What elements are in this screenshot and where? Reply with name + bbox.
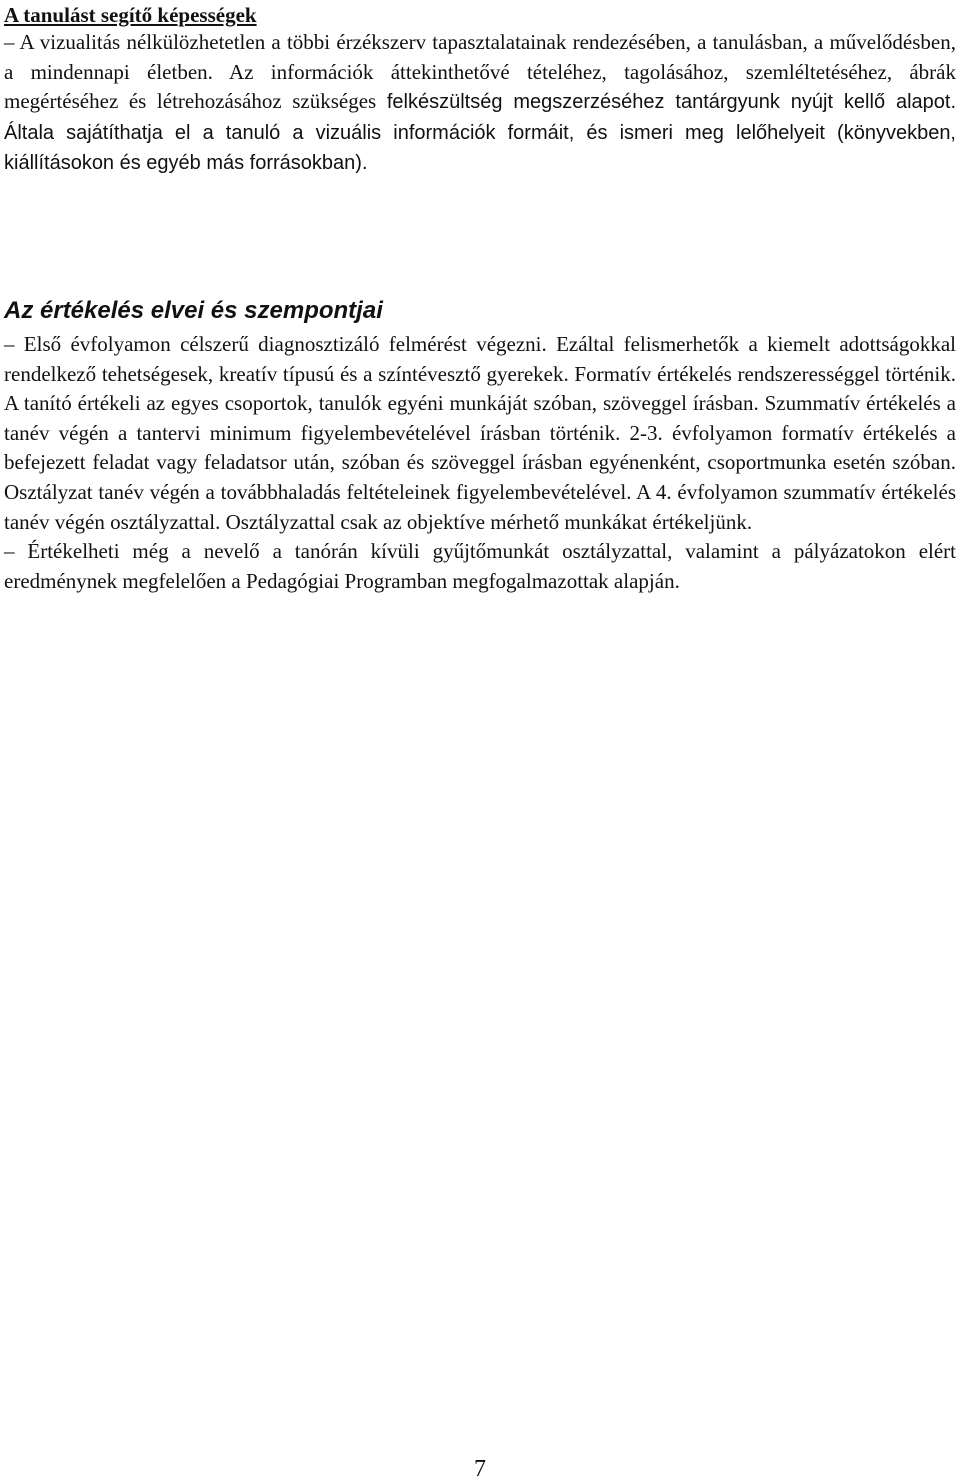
page-number: 7 bbox=[474, 1456, 486, 1482]
section-heading-learning-skills: A tanulást segítő képességek bbox=[4, 3, 257, 27]
paragraph-text-serif: – A vizualitás nélkülözhetetlen a többi érzékszerv tapasztalatainak rendezésében, a tanulásban, a művelődésben, a mindennapi életben. Az információk áttekinthetővé tételéhez, tagolásához, szemléltetéséhez, ábrák megértéséhez és létrehozásához szükséges bbox=[4, 30, 956, 114]
section-paragraph-evaluation: – Első évfolyamon célszerű diagnosztizáló felmérést végezni. Ezáltal felismerhetők a kiemelt adottságokkal rendelkező tehetségesek, kreatív típusú és a színtévesztő gyerekek. Formatív értékelés rendszerességgel történik. A tanító értékeli az egyes csoportok, tanulók egyéni munkáját szóban, szöveggel írásban. Szummatív értékelés a tanév végén a tantervi minimum figyelembevételével írásban történik. 2-3. évfolyamon formatív értékelés a befejezett feladat vagy feladatsor után, szóban és szöveggel írásban egyénenként, csoportmunka esetén szóban. Osztályzat tanév végén a továbbhaladás feltételeinek figyelembevételével. A 4. évfolyamon szummatív értékelés tanév végén osztályzattal. Osztályzattal csak az objektíve mérhető munkákat értékeljünk. bbox=[4, 332, 956, 534]
section-evaluation-principles bbox=[4, 296, 956, 596]
document-page bbox=[4, 0, 956, 1484]
paragraph-text-sans: felkészültség megszerzéséhez tantárgyunk nyújt kellő alapot. Általa sajátíthatja el a tanuló a vizuális információk formáit, és ismeri meg lelőhelyeit (könyvekben, kiállításokon és egyéb más forrásokban). bbox=[4, 91, 956, 175]
section-learning-skills bbox=[4, 0, 956, 179]
section-paragraph-visuality bbox=[4, 28, 956, 179]
section-heading-evaluation-principles: Az értékelés elvei és szempontjai bbox=[4, 297, 383, 324]
section-paragraph-extracurricular: – Értékelheti még a nevelő a tanórán kívüli gyűjtőmunkát osztályzattal, valamint a pályázatokon elért eredménynek megfelelően a Pedagógiai Programban megfogalmazottak alapján. bbox=[4, 539, 956, 593]
